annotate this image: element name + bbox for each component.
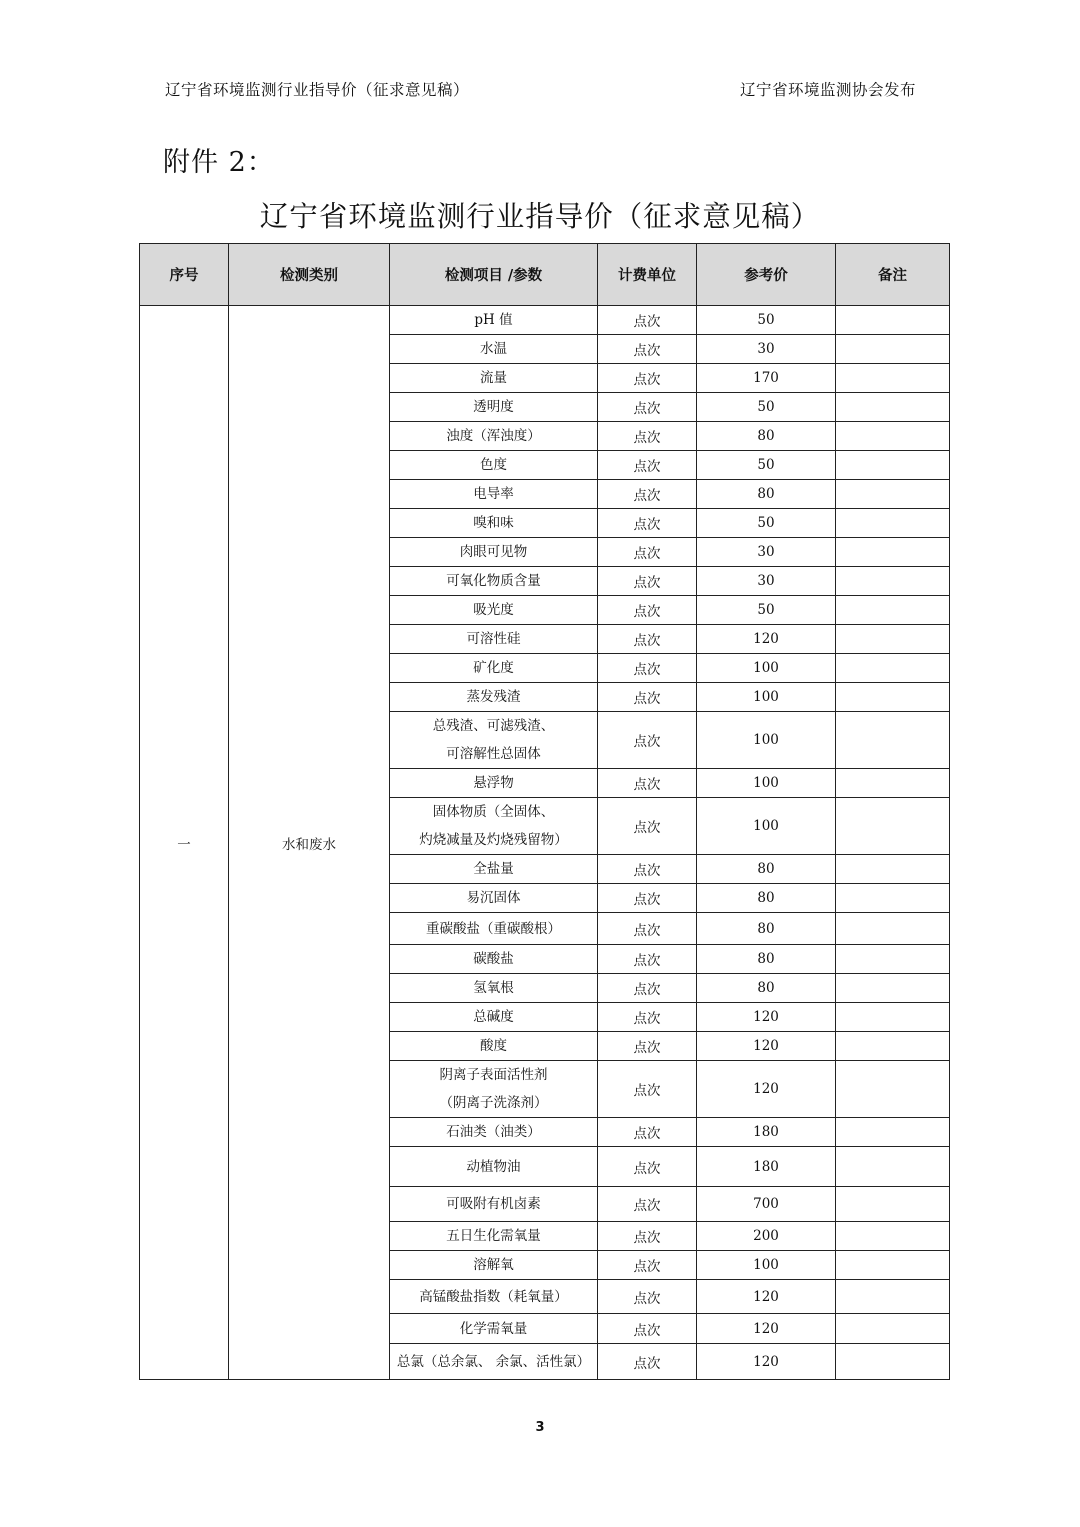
item-cell: 流量 — [390, 364, 598, 393]
note-cell — [836, 335, 950, 364]
unit-cell: 点次 — [598, 1003, 697, 1032]
unit-cell: 点次 — [598, 1187, 697, 1222]
note-cell — [836, 769, 950, 798]
unit-cell: 点次 — [598, 567, 697, 596]
item-cell: 易沉固体 — [390, 884, 598, 913]
unit-cell: 点次 — [598, 1032, 697, 1061]
item-cell: 色度 — [390, 451, 598, 480]
price-cell: 50 — [697, 306, 836, 335]
item-cell: 氢氧根 — [390, 974, 598, 1003]
unit-cell: 点次 — [598, 538, 697, 567]
note-cell — [836, 1280, 950, 1314]
price-cell: 700 — [697, 1187, 836, 1222]
price-cell: 50 — [697, 451, 836, 480]
price-cell: 120 — [697, 1003, 836, 1032]
unit-cell: 点次 — [598, 974, 697, 1003]
price-cell: 170 — [697, 364, 836, 393]
unit-cell: 点次 — [598, 884, 697, 913]
unit-cell: 点次 — [598, 855, 697, 884]
unit-cell: 点次 — [598, 364, 697, 393]
price-cell: 50 — [697, 596, 836, 625]
unit-cell: 点次 — [598, 596, 697, 625]
unit-cell: 点次 — [598, 769, 697, 798]
unit-cell: 点次 — [598, 913, 697, 945]
note-cell — [836, 509, 950, 538]
price-cell: 80 — [697, 974, 836, 1003]
column-header-item: 检测项目 /参数 — [390, 244, 598, 306]
price-cell: 80 — [697, 945, 836, 974]
unit-cell: 点次 — [598, 393, 697, 422]
running-header-left: 辽宁省环境监测行业指导价（征求意见稿） — [165, 81, 470, 99]
note-cell — [836, 1147, 950, 1187]
unit-cell: 点次 — [598, 1061, 697, 1118]
price-cell: 30 — [697, 335, 836, 364]
unit-cell: 点次 — [598, 1314, 697, 1344]
item-cell: 阴离子表面活性剂 （阴离子洗涤剂） — [390, 1061, 598, 1118]
group-category-cell: 水和废水 — [229, 306, 390, 1380]
item-cell: 总残渣、可滤残渣、 可溶解性总固体 — [390, 712, 598, 769]
item-cell: 碳酸盐 — [390, 945, 598, 974]
note-cell — [836, 1344, 950, 1380]
unit-cell: 点次 — [598, 509, 697, 538]
note-cell — [836, 625, 950, 654]
note-cell — [836, 538, 950, 567]
note-cell — [836, 884, 950, 913]
item-cell: 石油类（油类） — [390, 1118, 598, 1147]
price-cell: 80 — [697, 884, 836, 913]
note-cell — [836, 393, 950, 422]
column-header-unit: 计费单位 — [598, 244, 697, 306]
unit-cell: 点次 — [598, 422, 697, 451]
document-title: 辽宁省环境监测行业指导价（征求意见稿） — [259, 200, 821, 233]
item-cell: 总氯（总余氯、 余氯、活性氯） — [390, 1344, 598, 1380]
item-cell: 可氧化物质含量 — [390, 567, 598, 596]
column-header-note: 备注 — [836, 244, 950, 306]
price-cell: 120 — [697, 1344, 836, 1380]
item-cell: 酸度 — [390, 1032, 598, 1061]
unit-cell: 点次 — [598, 683, 697, 712]
price-cell: 180 — [697, 1147, 836, 1187]
item-cell: 嗅和味 — [390, 509, 598, 538]
unit-cell: 点次 — [598, 1222, 697, 1251]
item-cell: 透明度 — [390, 393, 598, 422]
item-cell: 重碳酸盐（重碳酸根） — [390, 913, 598, 945]
item-cell: 高锰酸盐指数（耗氧量） — [390, 1280, 598, 1314]
item-cell: 全盐量 — [390, 855, 598, 884]
price-cell: 120 — [697, 1314, 836, 1344]
column-header-category: 检测类别 — [229, 244, 390, 306]
price-cell: 100 — [697, 798, 836, 855]
note-cell — [836, 306, 950, 335]
unit-cell: 点次 — [598, 306, 697, 335]
note-cell — [836, 1222, 950, 1251]
unit-cell: 点次 — [598, 798, 697, 855]
note-cell — [836, 798, 950, 855]
price-cell: 50 — [697, 393, 836, 422]
price-cell: 50 — [697, 509, 836, 538]
unit-cell: 点次 — [598, 335, 697, 364]
unit-cell: 点次 — [598, 1344, 697, 1380]
price-cell: 30 — [697, 538, 836, 567]
unit-cell: 点次 — [598, 1251, 697, 1280]
attachment-label: 附件 2： — [163, 147, 275, 178]
price-cell: 100 — [697, 712, 836, 769]
note-cell — [836, 654, 950, 683]
note-cell — [836, 945, 950, 974]
table-row — [140, 306, 950, 335]
note-cell — [836, 1032, 950, 1061]
price-cell: 80 — [697, 480, 836, 509]
price-cell: 120 — [697, 1061, 836, 1118]
price-cell: 120 — [697, 1032, 836, 1061]
item-cell: 固体物质（全固体、 灼烧减量及灼烧残留物） — [390, 798, 598, 855]
unit-cell: 点次 — [598, 451, 697, 480]
price-cell: 30 — [697, 567, 836, 596]
note-cell — [836, 1251, 950, 1280]
group-seq-cell: 一 — [140, 306, 229, 1380]
item-cell: 五日生化需氧量 — [390, 1222, 598, 1251]
note-cell — [836, 1118, 950, 1147]
price-cell: 100 — [697, 769, 836, 798]
price-cell: 200 — [697, 1222, 836, 1251]
item-cell: 吸光度 — [390, 596, 598, 625]
item-cell: 浊度（浑浊度） — [390, 422, 598, 451]
price-cell: 100 — [697, 654, 836, 683]
item-cell: 总碱度 — [390, 1003, 598, 1032]
item-cell: 蒸发残渣 — [390, 683, 598, 712]
price-cell: 100 — [697, 1251, 836, 1280]
note-cell — [836, 422, 950, 451]
price-cell: 120 — [697, 1280, 836, 1314]
price-cell: 100 — [697, 683, 836, 712]
column-header-price: 参考价 — [697, 244, 836, 306]
note-cell — [836, 855, 950, 884]
item-cell: 肉眼可见物 — [390, 538, 598, 567]
running-header-right: 辽宁省环境监测协会发布 — [739, 81, 916, 99]
note-cell — [836, 364, 950, 393]
item-cell: 化学需氧量 — [390, 1314, 598, 1344]
page-number: 3 — [535, 1420, 545, 1435]
item-cell: 悬浮物 — [390, 769, 598, 798]
price-cell: 180 — [697, 1118, 836, 1147]
price-cell: 120 — [697, 625, 836, 654]
item-cell: 电导率 — [390, 480, 598, 509]
price-cell: 80 — [697, 913, 836, 945]
unit-cell: 点次 — [598, 654, 697, 683]
note-cell — [836, 1061, 950, 1118]
table-body — [140, 306, 950, 1380]
unit-cell: 点次 — [598, 945, 697, 974]
item-cell: 矿化度 — [390, 654, 598, 683]
item-cell: pH 值 — [390, 306, 598, 335]
note-cell — [836, 451, 950, 480]
note-cell — [836, 974, 950, 1003]
note-cell — [836, 1314, 950, 1344]
unit-cell: 点次 — [598, 1280, 697, 1314]
note-cell — [836, 596, 950, 625]
unit-cell: 点次 — [598, 480, 697, 509]
note-cell — [836, 913, 950, 945]
column-header-seq: 序号 — [140, 244, 229, 306]
item-cell: 可吸附有机卤素 — [390, 1187, 598, 1222]
price-cell: 80 — [697, 855, 836, 884]
unit-cell: 点次 — [598, 1118, 697, 1147]
table-header-row — [140, 244, 950, 306]
note-cell — [836, 683, 950, 712]
item-cell: 水温 — [390, 335, 598, 364]
unit-cell: 点次 — [598, 625, 697, 654]
unit-cell: 点次 — [598, 712, 697, 769]
item-cell: 可溶性硅 — [390, 625, 598, 654]
note-cell — [836, 480, 950, 509]
note-cell — [836, 1003, 950, 1032]
unit-cell: 点次 — [598, 1147, 697, 1187]
item-cell: 动植物油 — [390, 1147, 598, 1187]
note-cell — [836, 712, 950, 769]
item-cell: 溶解氧 — [390, 1251, 598, 1280]
price-table — [139, 243, 950, 1380]
note-cell — [836, 1187, 950, 1222]
price-cell: 80 — [697, 422, 836, 451]
note-cell — [836, 567, 950, 596]
